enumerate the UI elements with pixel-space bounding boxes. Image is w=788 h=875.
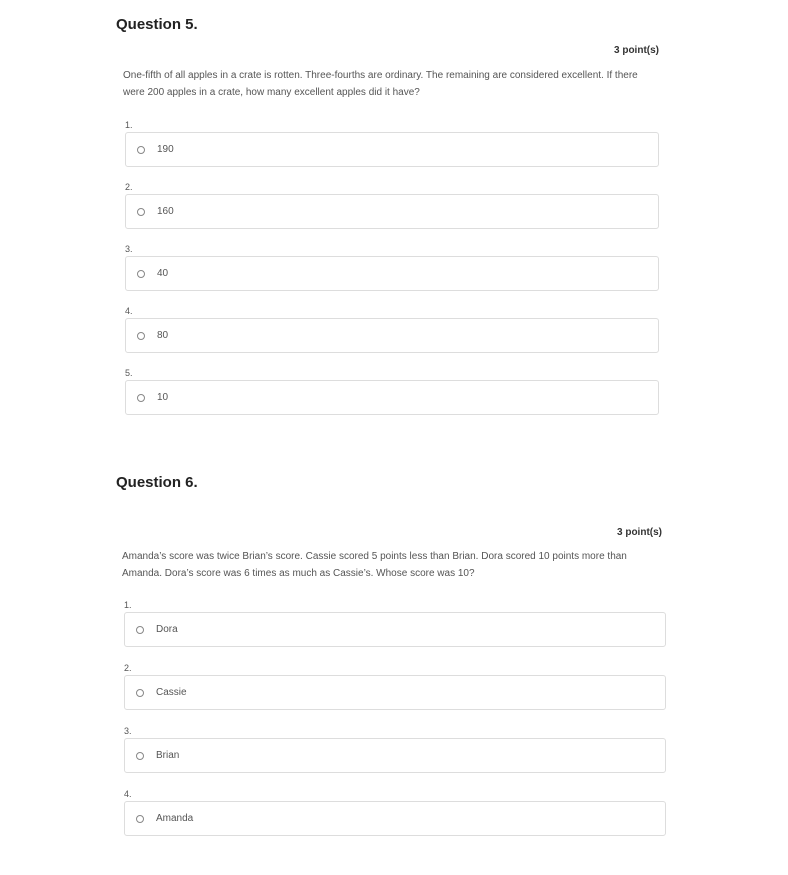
option-label: 190 [157, 144, 174, 155]
option-number: 1. [125, 120, 133, 130]
option-4 [124, 303, 659, 365]
option-5 [124, 365, 659, 427]
option-1 [124, 117, 659, 179]
radio-button[interactable] [136, 626, 144, 634]
option-label: 40 [157, 268, 169, 279]
option-1 [123, 597, 666, 660]
option-number: 3. [124, 726, 132, 736]
options-list [124, 117, 659, 427]
answer-option[interactable] [124, 612, 666, 647]
option-label: 10 [157, 392, 169, 403]
option-number: 2. [124, 663, 132, 673]
radio-button[interactable] [137, 332, 145, 340]
option-number: 4. [125, 306, 133, 316]
radio-button[interactable] [137, 208, 145, 216]
option-number: 2. [125, 182, 133, 192]
option-2 [124, 179, 659, 241]
answer-option[interactable] [125, 380, 659, 415]
radio-button[interactable] [136, 815, 144, 823]
question-6 [116, 472, 664, 824]
answer-option[interactable] [124, 675, 666, 710]
option-label: Cassie [156, 687, 187, 698]
option-2 [123, 660, 666, 723]
question-title: Question 5. [116, 16, 198, 33]
options-list [123, 597, 666, 849]
answer-option[interactable] [125, 318, 659, 353]
radio-button[interactable] [137, 270, 145, 278]
question-text: One-fifth of all apples in a crate is rotten. Three-fourths are ordinary. The remaining are considered excellent. If there were 200 apples in a crate, how many excellent apples did it have? [123, 70, 638, 98]
option-number: 3. [125, 244, 133, 254]
option-label: Brian [156, 750, 180, 761]
question-text: Amanda’s score was twice Brian’s score. Cassie scored 5 points less than Brian. Dora scored 10 points more than Amanda. Dora’s score was 6 times as much as Cassie’s. Whose score was 10? [122, 551, 627, 579]
option-label: 160 [157, 206, 174, 217]
answer-option[interactable] [125, 194, 659, 229]
radio-button[interactable] [137, 394, 145, 402]
option-label: Dora [156, 624, 178, 635]
radio-button[interactable] [137, 146, 145, 154]
option-number: 1. [124, 600, 132, 610]
question-5 [116, 14, 661, 403]
option-3 [123, 723, 666, 786]
answer-option[interactable] [125, 256, 659, 291]
question-title: Question 6. [116, 474, 198, 491]
points-label: 3 point(s) [614, 45, 659, 56]
answer-option[interactable] [124, 801, 666, 836]
option-label: Amanda [156, 813, 194, 824]
radio-button[interactable] [136, 689, 144, 697]
option-label: 80 [157, 330, 169, 341]
answer-option[interactable] [124, 738, 666, 773]
option-number: 4. [124, 789, 132, 799]
points-label: 3 point(s) [617, 527, 662, 538]
option-number: 5. [125, 368, 133, 378]
radio-button[interactable] [136, 752, 144, 760]
option-3 [124, 241, 659, 303]
answer-option[interactable] [125, 132, 659, 167]
option-4 [123, 786, 666, 849]
